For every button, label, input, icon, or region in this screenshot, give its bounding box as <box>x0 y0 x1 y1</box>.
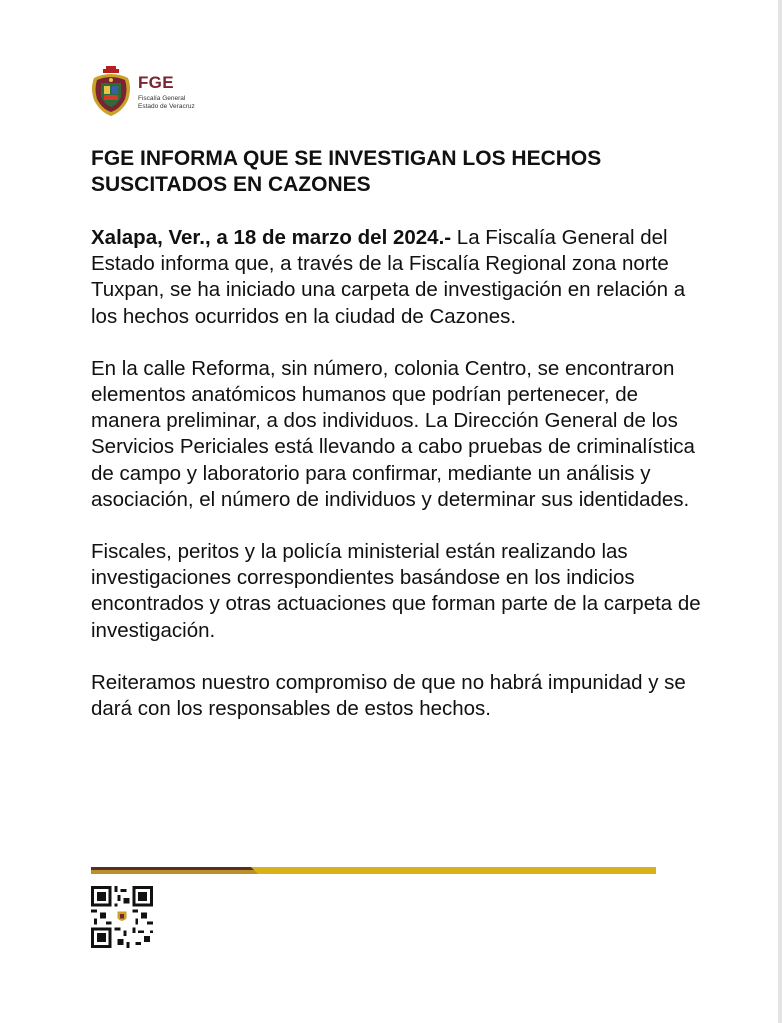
dateline: Xalapa, Ver., a 18 de marzo del 2024.- <box>91 226 452 249</box>
paragraph-1-text: La Fiscalía General del Estado informa que, a través de la Fiscalía Regional zona norte Tuxpan, se ha iniciado una carpeta de investigación en relación a los hechos ocurridos en la ciudad de Cazones. <box>91 226 686 328</box>
logo-org-line1: Fiscalía General <box>138 95 186 102</box>
paragraph-1 <box>91 225 703 330</box>
press-release-body <box>91 225 703 748</box>
veracruz-seal-icon <box>90 66 132 118</box>
paragraph-2: En la calle Reforma, sin número, colonia Centro, se encontraron elementos anatómicos humanos que podrían pertenecer, de manera preliminar, a dos individuos. La Dirección General de los Servicios Periciales está llevando a cabo pruebas de criminalística de campo y laboratorio para confirmar, mediante un análisis y asociación, el número de individuos y determinar sus identidades. <box>91 356 695 511</box>
title-line-1: FGE INFORMA QUE SE INVESTIGAN LOS HECHOS <box>91 147 602 170</box>
page-edge <box>778 0 782 1023</box>
qr-code-icon <box>91 886 153 948</box>
logo-abbreviation: FGE <box>138 73 174 92</box>
paragraph-3: Fiscales, peritos y la policía ministerial están realizando las investigaciones correspondientes basándose en los indicios encontrados y otras actuaciones que forman parte de la carpeta de investigación. <box>91 540 701 642</box>
logo-org-line2: Estado de Veracruz <box>138 102 195 110</box>
logo-org-name <box>138 95 218 110</box>
fge-logo <box>90 66 220 118</box>
press-release-title <box>91 146 691 198</box>
title-line-2: SUSCITADOS EN CAZONES <box>91 173 371 196</box>
paragraph-4: Reiteramos nuestro compromiso de que no habrá impunidad y se dará con los responsables de estos hechos. <box>91 670 686 721</box>
footer-divider <box>91 865 656 877</box>
